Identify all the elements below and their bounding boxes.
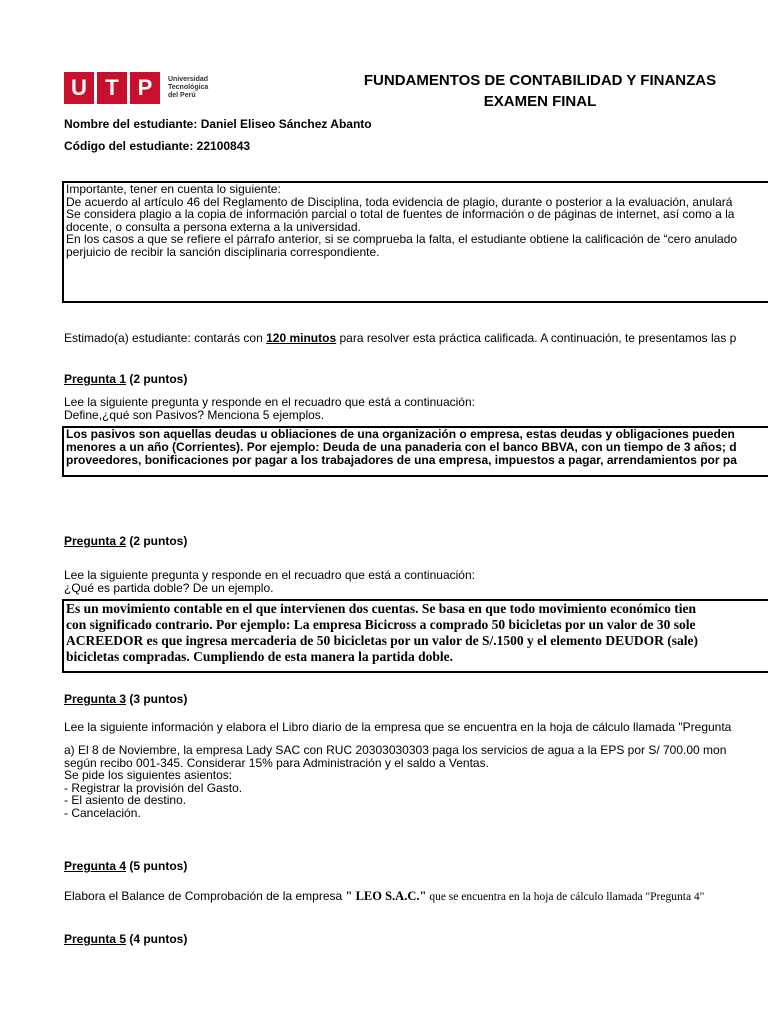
question-3-line: - El asiento de destino. <box>64 793 187 808</box>
student-name: Nombre del estudiante: Daniel Eliseo Sánchez Abanto <box>64 117 372 131</box>
question-4-text-before: Elabora el Balance de Comprobación de la empresa <box>64 889 346 903</box>
answer-line: proveedores, bonificaciones por pagar a los trabajadores de una empresa, impuestos a pagar, arrendamientos por pa <box>66 453 737 467</box>
question-4-text <box>64 887 704 905</box>
intro-text <box>64 331 736 345</box>
question-2-answer-box[interactable] <box>62 599 768 673</box>
intro-before: Estimado(a) estudiante: contarás con <box>64 331 267 345</box>
notice-line: De acuerdo al artículo 46 del Reglamento de Disciplina, toda evidencia de plagio, durante o posterior a la evaluación, anulará <box>66 194 733 209</box>
exam-subtitle: EXAMEN FINAL <box>483 93 597 110</box>
answer-line: menores a un año (Corrientes). Por ejemplo: Deuda de una panaderia con el banco BBVA, con un tiempo de 3 años; d <box>66 440 737 454</box>
question-5-label: Pregunta 5 <box>64 932 127 946</box>
question-4-points: (5 puntos) <box>126 859 188 873</box>
question-3-instruction: Lee la siguiente información y elabora el Libro diario de la empresa que se encuentra en la hoja de cálculo llamada "Pregunta <box>64 720 732 734</box>
question-4-company: " LEO S.A.C." <box>345 889 427 903</box>
question-3-line: según recibo 001-345. Considerar 15% para Administración y el saldo a Ventas. <box>64 755 489 770</box>
intro-after: para resolver esta práctica calificada. A continuación, te presentamos las p <box>336 331 737 345</box>
question-1-text: Define,¿qué son Pasivos? Menciona 5 ejemplos. <box>64 407 325 422</box>
question-3-line: - Registrar la provisión del Gasto. <box>64 780 243 795</box>
question-2-label: Pregunta 2 <box>64 534 127 548</box>
question-4-label: Pregunta 4 <box>64 859 127 873</box>
question-2-text: ¿Qué es partida doble? De un ejemplo. <box>64 580 274 595</box>
logo-letter-p: P <box>130 72 160 104</box>
answer-line: con significado contrario. Por ejemplo: La empresa Bicicross a comprado 50 bicicletas por un valor de 30 sole <box>66 617 696 632</box>
question-3-line: Se pide los siguientes asientos: <box>64 768 233 783</box>
question-2-instruction: Lee la siguiente pregunta y responde en el recuadro que está a continuación: <box>64 568 475 582</box>
notice-line: docente, o consulta a persona externa a la universidad. <box>66 219 361 234</box>
answer-line: ACREEDOR es que ingresa mercaderia de 50 bicicletas por un valor de S/.1500 y el elemento DEUDOR (sale) <box>66 633 698 648</box>
question-1-answer-box[interactable] <box>62 426 768 477</box>
question-3-label: Pregunta 3 <box>64 692 127 706</box>
question-2-heading <box>64 534 187 548</box>
question-2-prompt <box>64 569 475 594</box>
exam-title: FUNDAMENTOS DE CONTABILIDAD Y FINANZAS <box>363 72 717 89</box>
answer-line: Los pasivos son aquellas deudas u obliaciones de una organización o empresa, estas deudas y obligaciones pueden <box>66 427 735 441</box>
notice-line: En los casos a que se refiere el párrafo anterior, si se comprueba la falta, el estudiante obtiene la calificación de “cero anulado <box>66 232 738 246</box>
answer-line: bicicletas compradas. Cumpliendo de esta manera la partida doble. <box>66 649 453 664</box>
answer-line: Es un movimiento contable en el que intervienen dos cuentas. Se basa en que todo movimiento económico tien <box>66 601 696 616</box>
question-2-points: (2 puntos) <box>126 534 188 548</box>
logo-university-name: Universidad Tecnológica del Perú <box>168 76 209 99</box>
time-limit: 120 minutos <box>266 331 337 345</box>
question-5-points: (4 puntos) <box>126 932 188 946</box>
question-3-line: - Cancelación. <box>64 805 141 820</box>
question-3-heading <box>64 692 187 706</box>
student-code: Código del estudiante: 22100843 <box>64 139 251 153</box>
question-1-points: (2 puntos) <box>126 372 188 386</box>
question-3-details <box>64 744 726 820</box>
question-4-heading <box>64 859 187 873</box>
notice-line: Importante, tener en cuenta lo siguiente: <box>66 182 281 196</box>
question-1-prompt <box>64 396 475 421</box>
notice-line: perjuicio de recibir la sanción disciplinaria correspondiente. <box>66 244 380 259</box>
question-1-instruction: Lee la siguiente pregunta y responde en el recuadro que está a continuación: <box>64 395 475 409</box>
logo-letter-u: U <box>64 72 94 104</box>
question-1-label: Pregunta 1 <box>64 372 127 386</box>
notice-line: Se considera plagio a la copia de información parcial o total de fuentes de información o de páginas de internet, así como a la <box>66 207 735 221</box>
question-5-heading <box>64 932 187 946</box>
question-1-heading <box>64 372 187 386</box>
question-3-line: a) El 8 de Noviembre, la empresa Lady SAC con RUC 20303030303 paga los servicios de agua a la EPS por S/ 700.00 mon <box>64 743 727 757</box>
plagiarism-notice-box <box>62 181 768 303</box>
question-3-points: (3 puntos) <box>126 692 188 706</box>
question-4-text-after: que se encuentra en la hoja de cálculo llamada "Pregunta 4" <box>426 891 705 903</box>
logo-letter-t: T <box>97 72 127 104</box>
utp-logo <box>64 70 218 106</box>
